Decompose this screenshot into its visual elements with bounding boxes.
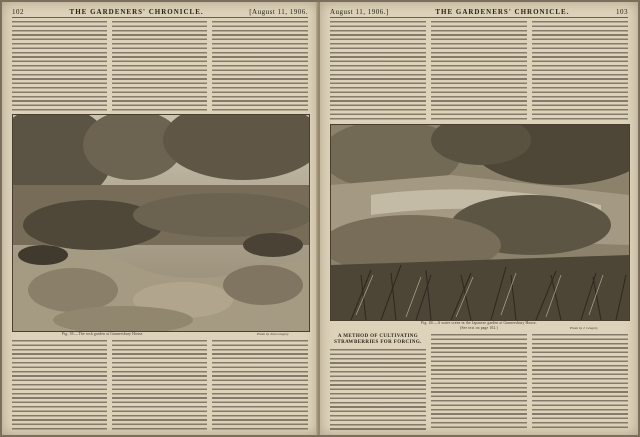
page-number: 102	[12, 8, 24, 16]
text-column-4	[330, 349, 426, 431]
figure-caption: Fig. 39.—The rock garden at Gunnersbury House.	[62, 332, 144, 336]
japanese-garden-photo	[330, 124, 630, 321]
text-column-4	[12, 340, 107, 430]
photo-credit: Photo by John Gregory	[257, 332, 289, 336]
left-page	[2, 2, 318, 435]
japanese-garden-image	[331, 125, 629, 320]
journal-title: THE GARDENERS' CHRONICLE.	[435, 8, 570, 16]
text-column-5	[431, 334, 527, 431]
issue-date: August 11, 1906.]	[330, 8, 389, 16]
rock-garden-image	[13, 115, 309, 331]
journal-title: THE GARDENERS' CHRONICLE.	[69, 8, 204, 16]
issue-date: [August 11, 1906.	[249, 8, 308, 16]
rock-garden-photo	[12, 114, 310, 332]
text-column-6	[212, 340, 308, 430]
photo-credit: Photo by J. Gregory.	[570, 326, 599, 330]
text-column-2	[112, 21, 207, 111]
article-title: A METHOD OF CULTIVATING STRAWBERRIES FOR FORCING.	[334, 334, 422, 345]
text-column-3	[212, 21, 308, 111]
text-column-1	[12, 21, 107, 111]
text-column-2	[431, 21, 527, 121]
right-page	[320, 2, 638, 435]
text-column-1	[330, 21, 426, 121]
page-header	[330, 7, 628, 18]
text-column-5	[112, 340, 207, 430]
page-number: 103	[616, 8, 628, 16]
figure-caption: Fig. 40.—A water scene in the Japanese garden at Gunnersbury House.	[421, 321, 537, 325]
page-header	[12, 7, 308, 18]
text-column-3	[532, 21, 628, 121]
figure-subcaption: (See text on page 102.)	[460, 326, 498, 330]
text-column-6	[532, 334, 628, 431]
